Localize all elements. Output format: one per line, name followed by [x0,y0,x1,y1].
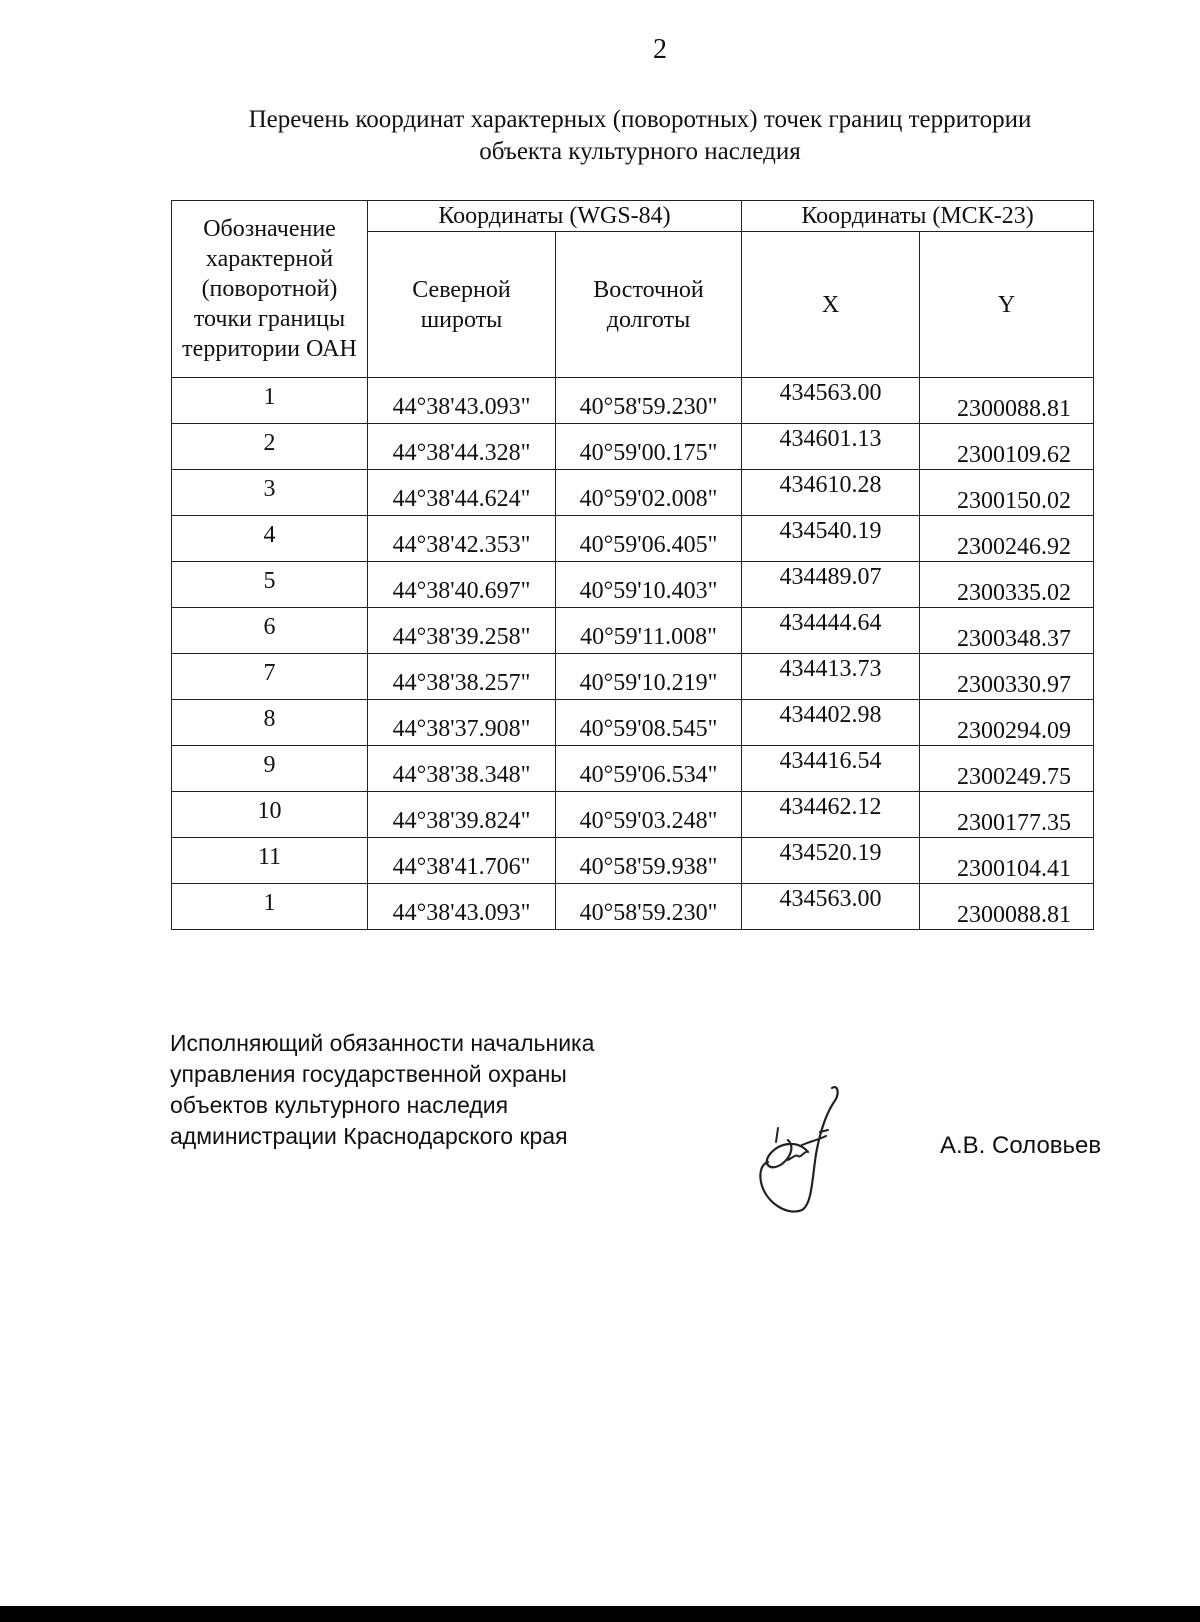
table-row [172,884,1094,930]
cell-x: 434540.19 [742,516,920,562]
cell-x: 434402.98 [742,700,920,746]
cell-northern-latitude: 44°38'44.328" [368,424,556,470]
cell-eastern-longitude: 40°59'11.008" [556,608,742,654]
cell-northern-latitude: 44°38'40.697" [368,562,556,608]
cell-point-number: 7 [172,654,368,700]
cell-y: 2300330.97 [920,654,1094,700]
document-title [160,104,1120,168]
cell-northern-latitude: 44°38'43.093" [368,378,556,424]
cell-y: 2300088.81 [920,884,1094,930]
cell-eastern-longitude: 40°59'06.405" [556,516,742,562]
table-row [172,700,1094,746]
cell-eastern-longitude: 40°59'08.545" [556,700,742,746]
table-row [172,746,1094,792]
handwritten-signature [748,1080,848,1240]
cell-point-number: 9 [172,746,368,792]
cell-y: 2300104.41 [920,838,1094,884]
cell-x: 434563.00 [742,378,920,424]
cell-y: 2300177.35 [920,792,1094,838]
header-x: X [742,232,920,378]
cell-northern-latitude: 44°38'39.824" [368,792,556,838]
cell-point-number: 6 [172,608,368,654]
scan-bottom-edge [0,1606,1200,1622]
table-row [172,838,1094,884]
table-row [172,608,1094,654]
cell-y: 2300150.02 [920,470,1094,516]
cell-northern-latitude: 44°38'41.706" [368,838,556,884]
table-row [172,654,1094,700]
cell-point-number: 8 [172,700,368,746]
table-row [172,516,1094,562]
cell-x: 434489.07 [742,562,920,608]
cell-point-number: 2 [172,424,368,470]
signer-position-line-3: объектов культурного наследия [170,1092,509,1118]
cell-eastern-longitude: 40°59'03.248" [556,792,742,838]
signer-position-line-2: управления государственной охраны [170,1061,567,1087]
cell-eastern-longitude: 40°59'02.008" [556,470,742,516]
cell-point-number: 4 [172,516,368,562]
signer-position-line-4: администрации Краснодарского края [170,1123,568,1149]
header-msk23-group: Координаты (МСК-23) [742,201,1094,232]
cell-northern-latitude: 44°38'44.624" [368,470,556,516]
cell-x: 434601.13 [742,424,920,470]
cell-x: 434462.12 [742,792,920,838]
cell-eastern-longitude: 40°59'06.534" [556,746,742,792]
cell-y: 2300348.37 [920,608,1094,654]
page-number: 2 [653,34,667,65]
cell-eastern-longitude: 40°58'59.230" [556,378,742,424]
header-northern-latitude: Северной широты [368,232,556,378]
cell-eastern-longitude: 40°58'59.938" [556,838,742,884]
cell-x: 434416.54 [742,746,920,792]
cell-northern-latitude: 44°38'42.353" [368,516,556,562]
table-row [172,470,1094,516]
cell-point-number: 10 [172,792,368,838]
table-row [172,562,1094,608]
signer-name: А.В. Соловьев [940,1132,1102,1159]
cell-y: 2300246.92 [920,516,1094,562]
cell-x: 434563.00 [742,884,920,930]
table-row [172,424,1094,470]
cell-point-number: 11 [172,838,368,884]
cell-y: 2300249.75 [920,746,1094,792]
header-eastern-longitude: Восточной долготы [556,232,742,378]
cell-northern-latitude: 44°38'38.257" [368,654,556,700]
cell-eastern-longitude: 40°59'10.219" [556,654,742,700]
cell-y: 2300088.81 [920,378,1094,424]
cell-eastern-longitude: 40°58'59.230" [556,884,742,930]
cell-point-number: 1 [172,378,368,424]
table-row [172,378,1094,424]
cell-x: 434413.73 [742,654,920,700]
document-title-line-1: Перечень координат характерных (поворотных) точек границ территории [248,106,1032,133]
cell-y: 2300335.02 [920,562,1094,608]
cell-x: 434520.19 [742,838,920,884]
signer-position [170,1028,594,1152]
cell-northern-latitude: 44°38'37.908" [368,700,556,746]
coordinates-table-body [172,378,1094,930]
cell-y: 2300109.62 [920,424,1094,470]
cell-point-number: 3 [172,470,368,516]
cell-point-number: 5 [172,562,368,608]
cell-northern-latitude: 44°38'39.258" [368,608,556,654]
signer-position-line-1: Исполняющий обязанности начальника [170,1030,595,1056]
cell-x: 434444.64 [742,608,920,654]
header-wgs84-group: Координаты (WGS-84) [368,201,742,232]
coordinates-table [171,200,1094,930]
cell-northern-latitude: 44°38'43.093" [368,884,556,930]
table-row [172,792,1094,838]
cell-point-number: 1 [172,884,368,930]
cell-y: 2300294.09 [920,700,1094,746]
cell-eastern-longitude: 40°59'10.403" [556,562,742,608]
cell-eastern-longitude: 40°59'00.175" [556,424,742,470]
header-point-designation: Обозначение характерной (поворотной) точки границы территории ОАН [172,201,368,378]
header-y: Y [920,232,1094,378]
cell-x: 434610.28 [742,470,920,516]
cell-northern-latitude: 44°38'38.348" [368,746,556,792]
document-title-line-2: объекта культурного наследия [479,138,801,165]
